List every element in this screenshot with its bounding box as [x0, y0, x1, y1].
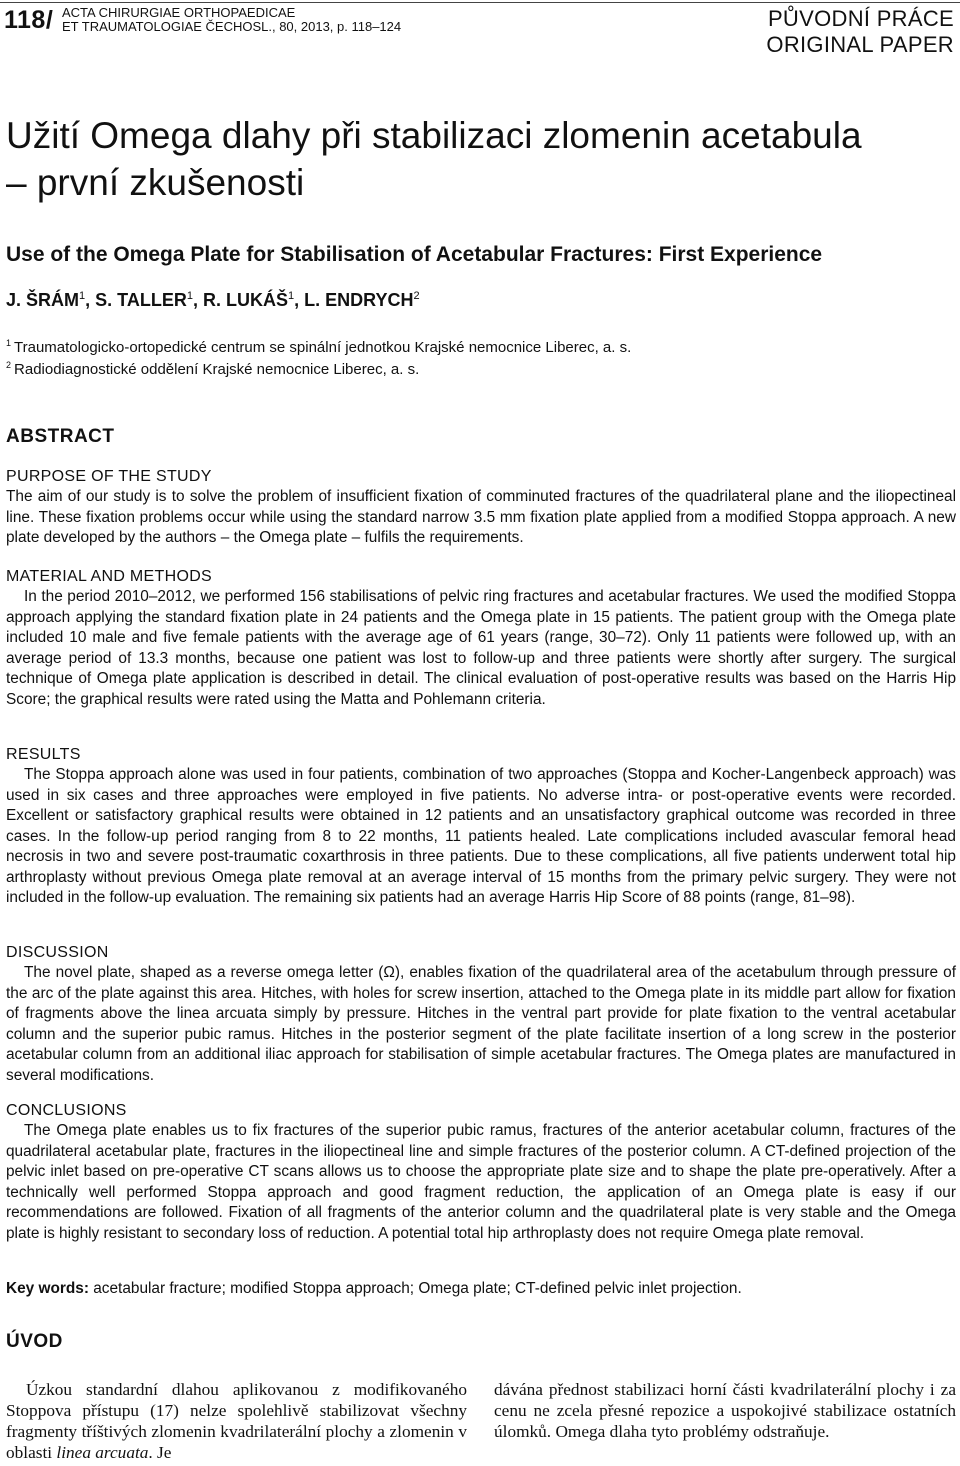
introduction-heading: ÚVOD — [6, 1331, 63, 1352]
section-heading: RESULTS — [6, 746, 81, 763]
title-line-2: – první zkušenosti — [6, 162, 305, 203]
section-text: The Stoppa approach alone was used in four patients, combination of two approaches (Stoppa and Kocher-Langenbeck approach) was used in six cases and three approaches were employed in five patients. No adverse intra- or post-operative events were recorded. Excellent or satisfactory graphical results were obtained in 12 patients and an unsatisfactory graphical outcome was recorded in three cases. In the follow-up period ranging from 8 to 22 months, 11 patients healed. Late complications included avascular femoral head necrosis in two and severe post-traumatic coxarthrosis in three patients. Due to these complications, all five patients underwent total hip arthroplasty without previous Omega plate removal at an average interval of 15 months from the primary pelvic surgery. They were not included in the follow-up evaluation. The remaining six patients had an average Harris Hip Score of 88 points (range, 81–98). — [6, 766, 956, 906]
author-name: S. TALLER — [95, 290, 187, 310]
author-separator: , — [192, 290, 203, 310]
abstract-heading: ABSTRACT — [6, 426, 115, 447]
english-title: Use of the Omega Plate for Stabilisation of Acetabular Fractures: First Experience — [6, 243, 823, 266]
keywords-label: Key words: — [6, 1280, 89, 1297]
abstract-discussion-section — [6, 943, 956, 1086]
intro-italic-term: linea arcuata — [56, 1443, 149, 1462]
intro-text: Úzkou standardní dlahou aplikovanou z modifikovaného Stoppova přístupu (17) nelze spolehlivě stabilizovat všechny fragmenty tříštivých zlomenin kvadrilaterální plochy a zlomenin v oblasti — [6, 1380, 467, 1462]
author-separator: , — [294, 290, 305, 310]
author-affiliation-mark: 1 — [186, 290, 193, 302]
section-text: The Omega plate enables us to fix fractures of the superior pubic ramus, fractures of the anterior acetabular column, fractures of the quadrilateral acetabular plate, fractures in the iliopectineal line and simple fractures of the posterior column. A CT-defined projection of the pelvic inlet based on pre-operative CT scans allows us to choose the appropriate plate size and to shape the plate pre-operatively. After a technically well performed Stoppa approach and good fragment reduction, the application of an Omega plate is easy if our recommendations are followed. Fixation of all fragments of the anterior column and the quadrilateral plate is very stable and the Omega plate is highly resistant to secondary loss of reduction. A potential total hip arthroplasty does not require Omega plate removal. — [6, 1122, 956, 1242]
introduction-column-left — [6, 1379, 467, 1463]
abstract-methods-section — [6, 567, 956, 710]
author-list — [6, 290, 420, 311]
section-text: The aim of our study is to solve the problem of insufficient fixation of comminuted fractures of the quadrilateral plane and the iliopectineal line. These fixation problems occur while using the standard narrow 3.5 mm fixation plate applied from a modified Stoppa approach. A new plate developed by the authors – the Omega plate – fulfils the requirements. — [6, 488, 956, 546]
keywords-text: acetabular fracture; modified Stoppa approach; Omega plate; CT-defined pelvic inlet projection. — [88, 1280, 742, 1297]
affiliation-text: Radiodiagnostické oddělení Krajské nemocnice Liberec, a. s. — [14, 361, 420, 378]
section-label — [766, 6, 954, 58]
author-affiliation-mark: 1 — [79, 290, 86, 302]
section-heading: DISCUSSION — [6, 944, 109, 961]
abstract-purpose-section — [6, 467, 956, 549]
section-label-czech: PŮVODNÍ PRÁCE — [767, 6, 954, 31]
affiliation-number: 2 — [6, 360, 12, 370]
page-number: 118/ — [4, 6, 54, 34]
author-name: R. LUKÁŠ — [202, 290, 288, 310]
affiliation-2 — [6, 360, 419, 378]
author-affiliation-mark: 2 — [413, 290, 420, 302]
section-heading: MATERIAL AND METHODS — [6, 568, 213, 585]
header-rule — [0, 2, 960, 3]
journal-citation: ET TRAUMATOLOGIAE ČECHOSL., 80, 2013, p. 118–124 — [62, 19, 402, 34]
section-text: The novel plate, shaped as a reverse omega letter (Ω), enables fixation of the quadrilateral area of the acetabulum through pressure of the arc of the plate against this area. Hitches, with holes for screw insertion, attached to the Omega plate in its middle part allow for fixation of fragments above the linea arcuata simply by pressure. Hitches in the ventral part provide for plate fixation to the ventral acetabular column and the superior pubic ramus. Hitches in the posterior segment of the plate facilitate insertion of a long screw in the posterior acetabular column from an additional iliac approach for stabilisation of simple acetabular fractures. The Omega plates are manufactured in several modifications. — [6, 964, 956, 1084]
affiliation-text: Traumatologicko-ortopedické centrum se spinální jednotkou Krajské nemocnice Liberec, a. s. — [14, 339, 632, 356]
section-heading: PURPOSE OF THE STUDY — [6, 468, 212, 485]
abstract-conclusions-section — [6, 1101, 956, 1244]
journal-reference — [62, 6, 401, 34]
author-affiliation-mark: 1 — [287, 290, 295, 302]
introduction-column-right: dávána přednost stabilizaci horní části kvadrilaterální plochy i za cenu ne zcela přesné repozice a uspokojivé stabilizace ostatních úlomků. Omega dlaha tyto problémy odstraňuje. — [494, 1380, 956, 1441]
section-label-english: ORIGINAL PAPER — [766, 32, 954, 57]
affiliation-number: 1 — [6, 338, 12, 348]
affiliation-1 — [6, 338, 631, 356]
keywords — [6, 1279, 956, 1299]
intro-text-end: . Je — [148, 1443, 172, 1462]
section-heading: CONCLUSIONS — [6, 1102, 127, 1119]
journal-name: ACTA CHIRURGIAE ORTHOPAEDICAE — [62, 5, 296, 20]
abstract-results-section — [6, 745, 956, 909]
author-name: J. ŠRÁM — [6, 290, 80, 310]
article-title — [6, 112, 956, 206]
author-name: L. ENDRYCH — [304, 290, 414, 310]
title-line-1: Užití Omega dlahy při stabilizaci zlomenin acetabula — [6, 115, 862, 156]
author-separator: , — [85, 290, 96, 310]
section-text: In the period 2010–2012, we performed 156 stabilisations of pelvic ring fractures and acetabular fractures. We used the modified Stoppa approach applying the standard fixation plate in 24 patients and the Omega plate in 15 patients. The patient group with the Omega plate included 10 male and five female patients with the average age of 61 years (range, 30–72). Only 11 patients were followed up, with an average period of 13.3 months, because one patient was lost to follow-up and three patients were shortly after surgery. The surgical technique of Omega plate application is described in detail. The clinical evaluation of post-operative results was based on the Harris Hip Score; the graphical results were rated using the Matta and Pohlemann criteria. — [6, 588, 956, 708]
page-header — [0, 0, 960, 66]
